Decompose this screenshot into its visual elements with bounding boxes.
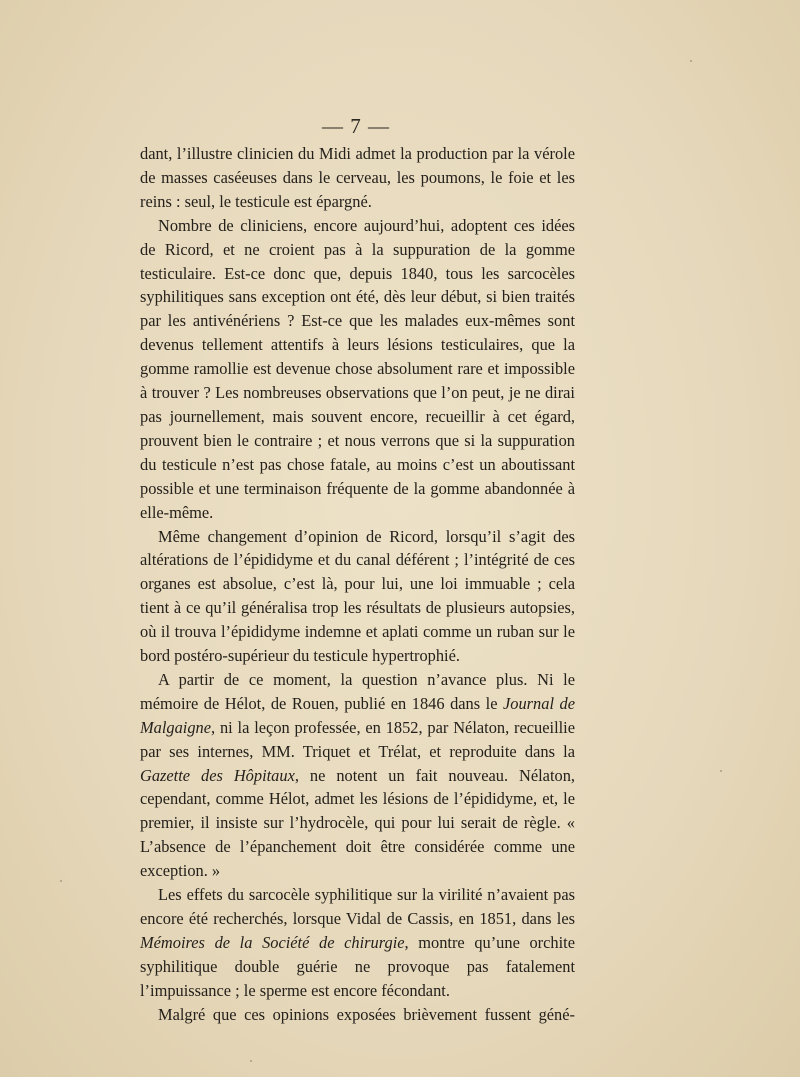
italic-title: Mémoires de la Société de chirurgie — [140, 932, 405, 952]
text-run: dant, l’illustre clinicien du Midi admet la production par la vérole de masses caséeuses dans le cerveau, les poumons, le foie et les reins : seul, le testicule est épargné. — [140, 144, 575, 211]
italic-title: Gazette des Hôpitaux — [140, 765, 295, 785]
text-run: , ni la leçon professée, en 1852, par Nélaton, recueillie par ses internes, MM. Triquet et Trélat, et reproduite dans la — [140, 717, 575, 761]
paragraph — [140, 525, 575, 668]
text-run: Nombre de cliniciens, encore aujourd’hui, adoptent ces idées de Ricord, et ne croient pas à la suppuration de la gomme testiculaire. Est-ce donc que, depuis 1840, tous les sarcocèles syphilitiques sans exception ont été, dès leur début, si bien traités par les antivénériens ? Est-ce que les malades eux-mêmes sont devenus tellement attentifs à leurs lésions testiculaires, que la gomme ramollie est devenue chose absolument rare et impossible à trouver ? Les nombreuses observations que l’on peut, je ne dirai pas journellement, mais souvent encore, recueillir à cet égard, prouvent bien le contraire ; et nous verrons que si la suppuration du testicule n’est pas chose fatale, au moins c’est un aboutissant possible et une terminaison fréquente de la gomme abandonnée à elle-même. — [140, 215, 575, 522]
paper-speck — [720, 770, 722, 772]
body-text — [140, 142, 575, 1027]
text-run: A partir de ce moment, la question n’avance plus. Ni le mémoire de Hélot, de Rouen, publié en 1846 dans le — [140, 669, 575, 713]
text-run: Malgré que ces opinions exposées brièvement fussent géné- — [158, 1004, 575, 1024]
paragraph — [140, 668, 575, 883]
paragraph — [140, 1003, 575, 1027]
text-run: , ne notent un fait nouveau. Nélaton, cependant, comme Hélot, admet les lésions de l’épididyme, et, le premier, il insiste sur l’hydrocèle, qui pour lui serait de règle. « L’absence de l’épanchement doit être considérée comme une exception. » — [140, 765, 575, 881]
page-number: — 7 — — [322, 114, 390, 138]
text-run: , montre qu’une orchite syphilitique double guérie ne provoque pas fatalement l’impuissance ; le sperme est encore fécondant. — [140, 932, 575, 1000]
text-run: Les effets du sarcocèle syphilitique sur la virilité n’avaient pas encore été recherchés, lorsque Vidal de Cassis, en 1851, dans les — [140, 885, 575, 928]
paper-speck — [250, 1060, 252, 1062]
italic-title: Journal de Malgaigne — [140, 693, 576, 737]
paper-speck — [690, 60, 692, 62]
paper-speck — [60, 880, 62, 882]
paragraph — [140, 883, 575, 1003]
text-run: Même changement d’opinion de Ricord, lorsqu’il s’agit des altérations de l’épididyme et du canal déférent ; l’intégrité de ces organes est absolue, c’est là, pour lui, une loi immuable ; cela tient à ce qu’il généralisa trop les résultats de plusieurs autopsies, où il trouva l’épididyme indemne et aplati comme un ruban sur le bord postéro-supérieur du testicule hypertrophié. — [140, 526, 575, 666]
paragraph — [140, 214, 575, 525]
paragraph — [140, 142, 575, 214]
